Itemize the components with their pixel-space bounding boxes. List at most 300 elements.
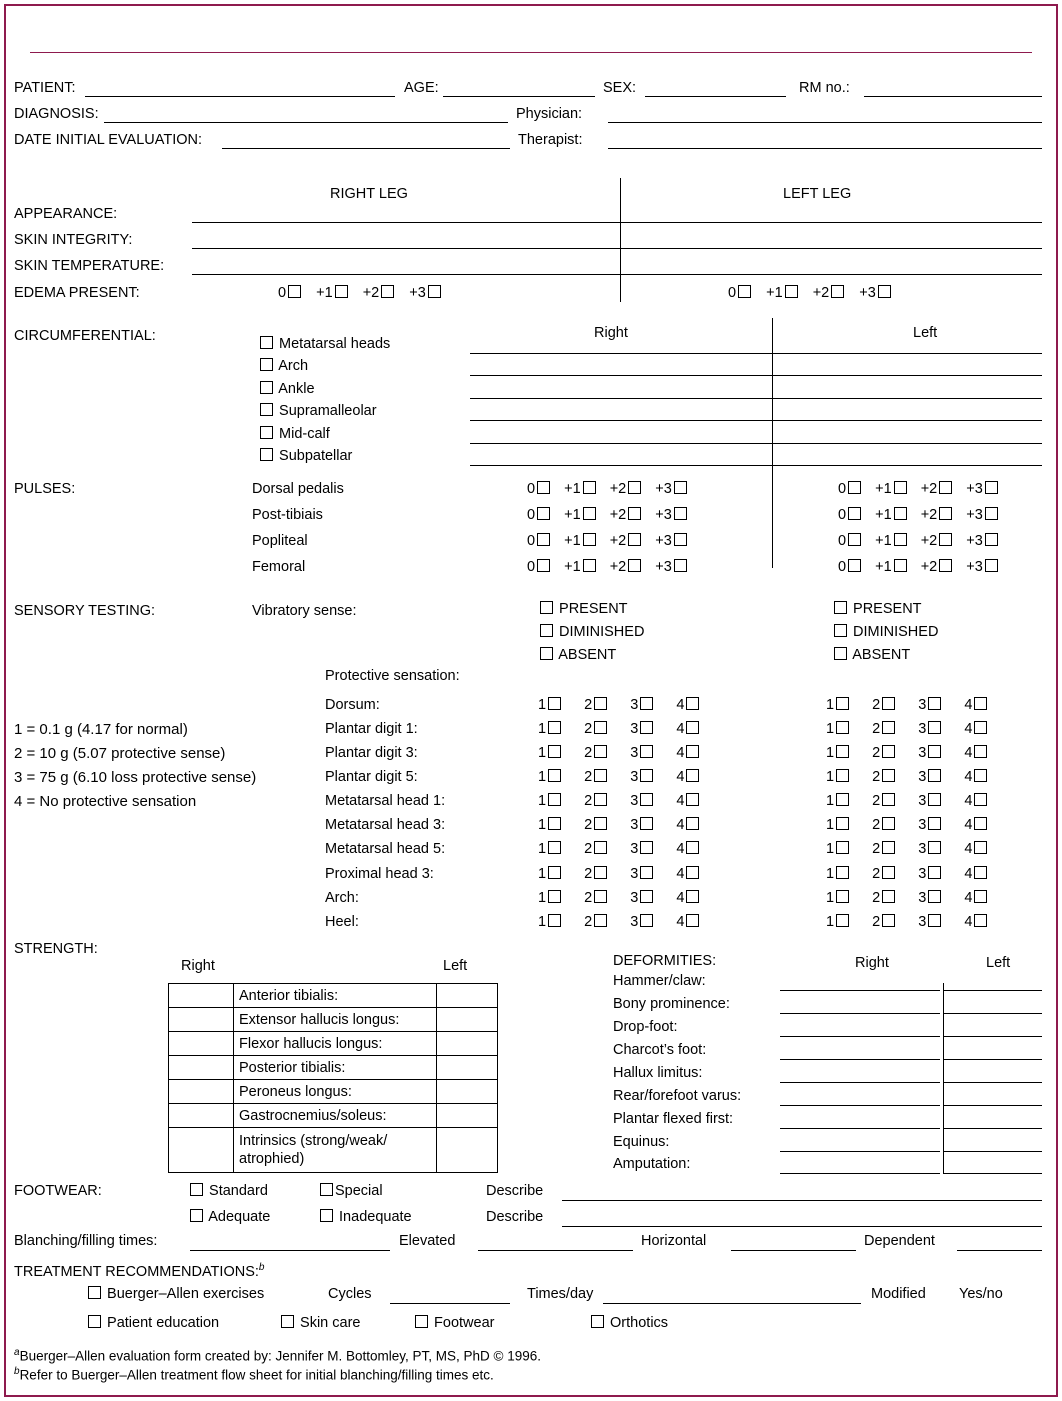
vibratory-left-0-checkbox[interactable] [834, 601, 847, 614]
sensory-right-8-3-checkbox[interactable] [640, 890, 653, 903]
sensory-left-1-4-checkbox[interactable] [974, 721, 987, 734]
vibratory-left-1[interactable] [832, 624, 938, 640]
sensory-left-6-1-checkbox[interactable] [836, 841, 849, 854]
edema-left-2-checkbox[interactable] [831, 285, 844, 298]
sensory-right-4-2-checkbox[interactable] [594, 793, 607, 806]
skin-integrity-input[interactable] [192, 248, 1042, 249]
sensory-left-5-4: 4 [964, 817, 973, 833]
circumferential-line-2[interactable] [470, 398, 1042, 399]
sensory-right-9-2-checkbox[interactable] [594, 914, 607, 927]
strength-left-value-0[interactable] [437, 984, 498, 1008]
patient-input[interactable] [85, 96, 395, 97]
strength-left-value-1[interactable] [437, 1008, 498, 1032]
sensory-left-0-3-checkbox[interactable] [928, 697, 941, 710]
sensory-right-0-2-checkbox[interactable] [594, 697, 607, 710]
sensory-left-3[interactable] [826, 769, 989, 785]
footnote-b-sup: b [14, 1366, 20, 1377]
circumferential-checkbox-3[interactable] [260, 403, 273, 416]
treatment-option-1[interactable] [279, 1315, 360, 1331]
pulses-left-3-1: +1 [875, 559, 892, 575]
deformities-right-line-2[interactable] [780, 1036, 940, 1037]
blanching-extra-input[interactable] [957, 1250, 1042, 1251]
table-row[interactable] [169, 1008, 498, 1032]
pulses-right-2-3-checkbox[interactable] [674, 533, 687, 546]
sensory-left-6[interactable] [826, 841, 989, 857]
sensory-right-9-4-checkbox[interactable] [686, 914, 699, 927]
pulses-left-1-0-checkbox[interactable] [848, 507, 861, 520]
pulses-left-2-3-checkbox[interactable] [985, 533, 998, 546]
vibratory-left-1-checkbox[interactable] [834, 624, 847, 637]
diagnosis-input[interactable] [104, 122, 508, 123]
pulses-left-1-1-checkbox[interactable] [894, 507, 907, 520]
blanching-elevated-input[interactable] [190, 1250, 390, 1251]
pulses-right-0-1-checkbox[interactable] [583, 481, 596, 494]
sensory-left-6-2-checkbox[interactable] [882, 841, 895, 854]
pulses-left-0-0-checkbox[interactable] [848, 481, 861, 494]
sensory-right-9-3-checkbox[interactable] [640, 914, 653, 927]
sensory-left-5[interactable] [826, 817, 989, 833]
rm-input[interactable] [864, 96, 1042, 97]
sensory-right-9-3: 3 [630, 914, 639, 930]
vibratory-left-2[interactable] [832, 647, 910, 663]
sensory-left-4[interactable] [826, 793, 989, 809]
pulses-right-2-1: +1 [564, 533, 581, 549]
sensory-left-5-4-checkbox[interactable] [974, 817, 987, 830]
vibratory-right-0[interactable] [538, 601, 628, 617]
sensory-right-0-3-checkbox[interactable] [640, 697, 653, 710]
sensory-left-0-4-checkbox[interactable] [974, 697, 987, 710]
sensory-right-1-3-checkbox[interactable] [640, 721, 653, 734]
treatment-option-3[interactable] [589, 1315, 668, 1331]
sensory-right-6-3-checkbox[interactable] [640, 841, 653, 854]
sensory-right-8-4-checkbox[interactable] [686, 890, 699, 903]
sensory-left-2-3-checkbox[interactable] [928, 745, 941, 758]
cycles-input[interactable] [390, 1303, 510, 1304]
sensory-right-3-4-checkbox[interactable] [686, 769, 699, 782]
strength-right-value-6[interactable] [169, 1128, 234, 1173]
sensory-left-4-4-checkbox[interactable] [974, 793, 987, 806]
pulses-left-0-1: +1 [875, 481, 892, 497]
pulses-item-3: Femoral [252, 559, 306, 575]
pulses-right-1-2-checkbox[interactable] [628, 507, 641, 520]
sensory-right-4-2: 2 [584, 793, 593, 809]
sensory-right-8-1-checkbox[interactable] [548, 890, 561, 903]
circumferential-checkbox-2[interactable] [260, 381, 273, 394]
deformities-left-line-3[interactable] [944, 1059, 1042, 1060]
circumferential-line-0[interactable] [470, 353, 1042, 354]
sensory-right-6-4-checkbox[interactable] [686, 841, 699, 854]
pulses-left-3-1-checkbox[interactable] [894, 559, 907, 572]
strength-label: STRENGTH: [14, 941, 98, 957]
sensory-right-3-3-checkbox[interactable] [640, 769, 653, 782]
pulses-right-1-3: +3 [655, 507, 672, 523]
elevated-label: Elevated [399, 1233, 456, 1249]
appearance-input[interactable] [192, 222, 1042, 223]
sensory-right-5-4-checkbox[interactable] [686, 817, 699, 830]
treatment-option-3-checkbox[interactable] [591, 1315, 604, 1328]
pulses-left-3-2-checkbox[interactable] [939, 559, 952, 572]
vibratory-right-2-checkbox[interactable] [540, 647, 553, 660]
strength-left-value-2[interactable] [437, 1032, 498, 1056]
circumferential-checkbox-4[interactable] [260, 426, 273, 439]
strength-left-value-5[interactable] [437, 1104, 498, 1128]
sensory-right-4-1-checkbox[interactable] [548, 793, 561, 806]
edema-right-0-checkbox[interactable] [288, 285, 301, 298]
pulses-right-2-1-checkbox[interactable] [583, 533, 596, 546]
edema-left-1-checkbox[interactable] [785, 285, 798, 298]
times-day-input[interactable] [603, 1303, 861, 1304]
deformities-item-6: Plantar flexed first: [613, 1111, 734, 1127]
sensory-right-7-2-checkbox[interactable] [594, 866, 607, 879]
edema-right-3-checkbox[interactable] [428, 285, 441, 298]
pulses-right-1-3-checkbox[interactable] [674, 507, 687, 520]
sensory-right-7[interactable] [538, 866, 701, 882]
deformities-left-line-8[interactable] [944, 1173, 1042, 1174]
pulses-left-1[interactable] [838, 507, 1000, 523]
sensory-left-0-2-checkbox[interactable] [882, 697, 895, 710]
sensory-right-6-1-checkbox[interactable] [548, 841, 561, 854]
sensory-right-1-4-checkbox[interactable] [686, 721, 699, 734]
sensory-left-9-2: 2 [872, 914, 881, 930]
sensory-right-4-3: 3 [630, 793, 639, 809]
pulses-left-2-2-checkbox[interactable] [939, 533, 952, 546]
pulses-right-0-3-checkbox[interactable] [674, 481, 687, 494]
vibratory-right-0-checkbox[interactable] [540, 601, 553, 614]
pulses-right-2[interactable] [527, 533, 689, 549]
deformities-right-line-1[interactable] [780, 1013, 940, 1014]
sensory-left-9[interactable] [826, 914, 989, 930]
sensory-left-1[interactable] [826, 721, 989, 737]
sensory-left-0[interactable] [826, 697, 989, 713]
footwear-special[interactable] [318, 1183, 383, 1199]
sensory-right-1[interactable] [538, 721, 701, 737]
sensory-right-8-2-checkbox[interactable] [594, 890, 607, 903]
strength-item-4: Peroneus longus: [234, 1080, 437, 1104]
blanching-dependent-input[interactable] [731, 1250, 856, 1251]
pulses-right-3-0-checkbox[interactable] [537, 559, 550, 572]
footwear-special-checkbox[interactable] [320, 1183, 333, 1196]
sensory-right-4-3-checkbox[interactable] [640, 793, 653, 806]
footwear-describe-2-input[interactable] [562, 1226, 1042, 1227]
age-input[interactable] [443, 96, 595, 97]
circumferential-line-4[interactable] [470, 443, 1042, 444]
sensory-left-1-1-checkbox[interactable] [836, 721, 849, 734]
physician-input[interactable] [608, 122, 1042, 123]
date-input[interactable] [222, 148, 510, 149]
sensory-right-2-3-checkbox[interactable] [640, 745, 653, 758]
footwear-describe-1-input[interactable] [562, 1200, 1042, 1201]
deformities-left-line-5[interactable] [944, 1105, 1042, 1106]
sensory-right-3[interactable] [538, 769, 701, 785]
pulses-right-0[interactable] [527, 481, 689, 497]
sensory-left-6-3-checkbox[interactable] [928, 841, 941, 854]
sensory-right-3-2-checkbox[interactable] [594, 769, 607, 782]
sensory-right-7-3: 3 [630, 866, 639, 882]
sensory-left-2-2: 2 [872, 745, 881, 761]
pulses-left-0-2-checkbox[interactable] [939, 481, 952, 494]
circumferential-label-5: Subpatellar [279, 448, 353, 464]
edema-scale-right[interactable] [278, 285, 443, 301]
sensory-right-4[interactable] [538, 793, 701, 809]
table-row[interactable] [169, 1104, 498, 1128]
footwear-adequate-checkbox[interactable] [190, 1209, 203, 1222]
cycles-label: Cycles [328, 1286, 372, 1302]
strength-right-value-2[interactable] [169, 1032, 234, 1056]
circumferential-item-4[interactable] [258, 426, 330, 442]
circumferential-item-2[interactable] [258, 381, 315, 397]
sensory-right-6-2-checkbox[interactable] [594, 841, 607, 854]
treatment-option-2-checkbox[interactable] [415, 1315, 428, 1328]
vibratory-right-2-label: ABSENT [558, 647, 617, 663]
pulses-right-3-3-checkbox[interactable] [674, 559, 687, 572]
sensory-left-8[interactable] [826, 890, 989, 906]
sensory-site-2: Plantar digit 3: [325, 745, 418, 761]
deformities-left-line-1[interactable] [944, 1013, 1042, 1014]
table-row[interactable] [169, 1128, 498, 1173]
deformities-left-line-2[interactable] [944, 1036, 1042, 1037]
sensory-left-4-1-checkbox[interactable] [836, 793, 849, 806]
treatment-buerger-checkbox[interactable] [88, 1286, 101, 1299]
sensory-left-0-4: 4 [964, 697, 973, 713]
pulses-right-1-1-checkbox[interactable] [583, 507, 596, 520]
sensory-right-5-2-checkbox[interactable] [594, 817, 607, 830]
circumferential-checkbox-5[interactable] [260, 448, 273, 461]
pulses-right-3[interactable] [527, 559, 689, 575]
deformities-right-line-0[interactable] [780, 990, 940, 991]
sex-input[interactable] [645, 96, 786, 97]
pulses-right-2-0-checkbox[interactable] [537, 533, 550, 546]
deformities-left-line-6[interactable] [944, 1128, 1042, 1129]
sensory-left-9-2-checkbox[interactable] [882, 914, 895, 927]
sensory-left-5-2-checkbox[interactable] [882, 817, 895, 830]
sensory-left-7-2: 2 [872, 866, 881, 882]
sensory-right-5-3-checkbox[interactable] [640, 817, 653, 830]
pulses-left-2-0-checkbox[interactable] [848, 533, 861, 546]
sensory-left-2[interactable] [826, 745, 989, 761]
sensory-left-2-4-checkbox[interactable] [974, 745, 987, 758]
pulses-right-0-2-checkbox[interactable] [628, 481, 641, 494]
sensory-left-3-3-checkbox[interactable] [928, 769, 941, 782]
deformities-left-line-4[interactable] [944, 1082, 1042, 1083]
sensory-left-3-2-checkbox[interactable] [882, 769, 895, 782]
sensory-right-7-4-checkbox[interactable] [686, 866, 699, 879]
sensory-right-0-4-checkbox[interactable] [686, 697, 699, 710]
circumferential-line-5[interactable] [470, 465, 1042, 466]
footwear-standard-label: Standard [209, 1183, 268, 1199]
sensory-left-7[interactable] [826, 866, 989, 882]
sensory-right-2[interactable] [538, 745, 701, 761]
sensory-right-2-1-checkbox[interactable] [548, 745, 561, 758]
sensory-right-2-2-checkbox[interactable] [594, 745, 607, 758]
circumferential-item-0[interactable] [258, 336, 390, 352]
sensory-left-2-2-checkbox[interactable] [882, 745, 895, 758]
edema-scale-left[interactable] [728, 285, 893, 301]
pulses-right-1[interactable] [527, 507, 689, 523]
sensory-left-8-2-checkbox[interactable] [882, 890, 895, 903]
edema-left-3: +3 [859, 285, 876, 301]
sensory-left-7-2-checkbox[interactable] [882, 866, 895, 879]
strength-right-value-4[interactable] [169, 1080, 234, 1104]
pulses-left-3-3-checkbox[interactable] [985, 559, 998, 572]
sensory-right-7-3-checkbox[interactable] [640, 866, 653, 879]
pulses-right-3-2-checkbox[interactable] [628, 559, 641, 572]
sensory-left-0-1-checkbox[interactable] [836, 697, 849, 710]
footwear-standard-checkbox[interactable] [190, 1183, 203, 1196]
sensory-left-3-4-checkbox[interactable] [974, 769, 987, 782]
sensory-left-5-3-checkbox[interactable] [928, 817, 941, 830]
pulses-left-2-1-checkbox[interactable] [894, 533, 907, 546]
treatment-option-2[interactable] [413, 1315, 494, 1331]
sensory-right-2-4: 4 [676, 745, 685, 761]
vibratory-left-0[interactable] [832, 601, 922, 617]
sensory-right-9[interactable] [538, 914, 701, 930]
strength-right-value-1[interactable] [169, 1008, 234, 1032]
pulses-left-0-3-checkbox[interactable] [985, 481, 998, 494]
sensory-right-0-1-checkbox[interactable] [548, 697, 561, 710]
deformities-right-line-8[interactable] [780, 1173, 940, 1174]
sensory-left-6-3: 3 [918, 841, 927, 857]
strength-right-value-0[interactable] [169, 984, 234, 1008]
footwear-adequate[interactable] [188, 1209, 270, 1225]
pulses-right-0-1: +1 [564, 481, 581, 497]
deformities-left-line-7[interactable] [944, 1151, 1042, 1152]
treatment-option-0[interactable] [86, 1315, 219, 1331]
sensory-right-3-2: 2 [584, 769, 593, 785]
strength-left-value-3[interactable] [437, 1056, 498, 1080]
sensory-left-7-3: 3 [918, 866, 927, 882]
sensory-left-9-4: 4 [964, 914, 973, 930]
sensory-left-4-3-checkbox[interactable] [928, 793, 941, 806]
vibratory-right-1[interactable] [538, 624, 644, 640]
treatment-option-0-checkbox[interactable] [88, 1315, 101, 1328]
sensory-left-8-3-checkbox[interactable] [928, 890, 941, 903]
sensory-left-9-3: 3 [918, 914, 927, 930]
sensory-right-8[interactable] [538, 890, 701, 906]
sensory-left-6-4-checkbox[interactable] [974, 841, 987, 854]
table-row[interactable] [169, 1032, 498, 1056]
sensory-right-1-1-checkbox[interactable] [548, 721, 561, 734]
deformities-right-line-5[interactable] [780, 1105, 940, 1106]
sensory-left-7-1-checkbox[interactable] [836, 866, 849, 879]
strength-left-value-6[interactable] [437, 1128, 498, 1173]
sensory-right-2-4-checkbox[interactable] [686, 745, 699, 758]
footwear-inadequate[interactable] [318, 1209, 412, 1225]
circumferential-checkbox-0[interactable] [260, 336, 273, 349]
sensory-right-3-1-checkbox[interactable] [548, 769, 561, 782]
sensory-left-7-4-checkbox[interactable] [974, 866, 987, 879]
strength-right-value-3[interactable] [169, 1056, 234, 1080]
circumferential-item-3[interactable] [258, 403, 377, 419]
sensory-left-5-1-checkbox[interactable] [836, 817, 849, 830]
pulses-left-3[interactable] [838, 559, 1000, 575]
sensory-left-1-2-checkbox[interactable] [882, 721, 895, 734]
pulses-right-2-2-checkbox[interactable] [628, 533, 641, 546]
deformities-right-line-4[interactable] [780, 1082, 940, 1083]
sensory-right-4-4-checkbox[interactable] [686, 793, 699, 806]
sensory-right-1-2-checkbox[interactable] [594, 721, 607, 734]
treatment-buerger[interactable] [86, 1286, 264, 1302]
sensory-left-7-3-checkbox[interactable] [928, 866, 941, 879]
sensory-left-1-3-checkbox[interactable] [928, 721, 941, 734]
footwear-inadequate-checkbox[interactable] [320, 1209, 333, 1222]
pulses-left-0[interactable] [838, 481, 1000, 497]
sensory-left-9-4-checkbox[interactable] [974, 914, 987, 927]
edema-right-1: +1 [316, 285, 333, 301]
vibratory-right-2[interactable] [538, 647, 616, 663]
skin-temperature-input[interactable] [192, 274, 1042, 275]
sensory-left-8-4-checkbox[interactable] [974, 890, 987, 903]
pulses-left-3-0-checkbox[interactable] [848, 559, 861, 572]
pulses-right-3-1-checkbox[interactable] [583, 559, 596, 572]
strength-left-value-4[interactable] [437, 1080, 498, 1104]
sensory-left-0-2: 2 [872, 697, 881, 713]
pulses-item-0: Dorsal pedalis [252, 481, 344, 497]
deformities-right-line-6[interactable] [780, 1128, 940, 1129]
pulses-left-0-1-checkbox[interactable] [894, 481, 907, 494]
sensory-left-3-1-checkbox[interactable] [836, 769, 849, 782]
edema-left-3-checkbox[interactable] [878, 285, 891, 298]
blanching-horizontal-input[interactable] [478, 1250, 633, 1251]
deformities-right-line-3[interactable] [780, 1059, 940, 1060]
sensory-right-0[interactable] [538, 697, 701, 713]
vibratory-left-2-checkbox[interactable] [834, 647, 847, 660]
strength-right-value-5[interactable] [169, 1104, 234, 1128]
deformities-right-line-7[interactable] [780, 1151, 940, 1152]
circumferential-item-1[interactable] [258, 358, 308, 374]
footwear-standard[interactable] [188, 1183, 268, 1199]
table-row[interactable] [169, 1056, 498, 1080]
sensory-right-7-1-checkbox[interactable] [548, 866, 561, 879]
sensory-right-3-1: 1 [538, 769, 547, 785]
edema-right-1-checkbox[interactable] [335, 285, 348, 298]
edema-right-2: +2 [362, 285, 380, 301]
table-row[interactable] [169, 1080, 498, 1104]
sensory-left-9-1-checkbox[interactable] [836, 914, 849, 927]
sensory-right-4-4: 4 [676, 793, 685, 809]
pulses-right-1-0-checkbox[interactable] [537, 507, 550, 520]
deformities-item-1: Bony prominence: [613, 996, 730, 1012]
sensory-left-0-3: 3 [918, 697, 927, 713]
vibratory-right-1-checkbox[interactable] [540, 624, 553, 637]
therapist-input[interactable] [608, 148, 1042, 149]
circumferential-item-5[interactable] [258, 448, 352, 464]
edema-right-2-checkbox[interactable] [381, 285, 394, 298]
sensory-left-8-1-checkbox[interactable] [836, 890, 849, 903]
edema-left-0-checkbox[interactable] [738, 285, 751, 298]
pulses-right-0-0-checkbox[interactable] [537, 481, 550, 494]
circumferential-checkbox-1[interactable] [260, 358, 273, 371]
vibratory-left-0-label: PRESENT [853, 601, 922, 617]
sensory-right-6-3: 3 [630, 841, 639, 857]
deformities-left-line-0[interactable] [944, 990, 1042, 991]
sensory-right-5-1-checkbox[interactable] [548, 817, 561, 830]
sensory-right-9-1-checkbox[interactable] [548, 914, 561, 927]
sensory-right-5[interactable] [538, 817, 701, 833]
sensory-right-6[interactable] [538, 841, 701, 857]
table-row[interactable] [169, 984, 498, 1008]
pulses-left-1-3-checkbox[interactable] [985, 507, 998, 520]
pulses-left-2[interactable] [838, 533, 1000, 549]
sensory-left-2-1-checkbox[interactable] [836, 745, 849, 758]
sensory-left-9-3-checkbox[interactable] [928, 914, 941, 927]
sensory-right-1-3: 3 [630, 721, 639, 737]
pulses-left-1-2-checkbox[interactable] [939, 507, 952, 520]
treatment-option-1-checkbox[interactable] [281, 1315, 294, 1328]
circumferential-line-3[interactable] [470, 420, 1042, 421]
circumferential-line-1[interactable] [470, 375, 1042, 376]
skin-integrity-label: SKIN INTEGRITY: [14, 232, 133, 248]
sensory-left-4-2-checkbox[interactable] [882, 793, 895, 806]
